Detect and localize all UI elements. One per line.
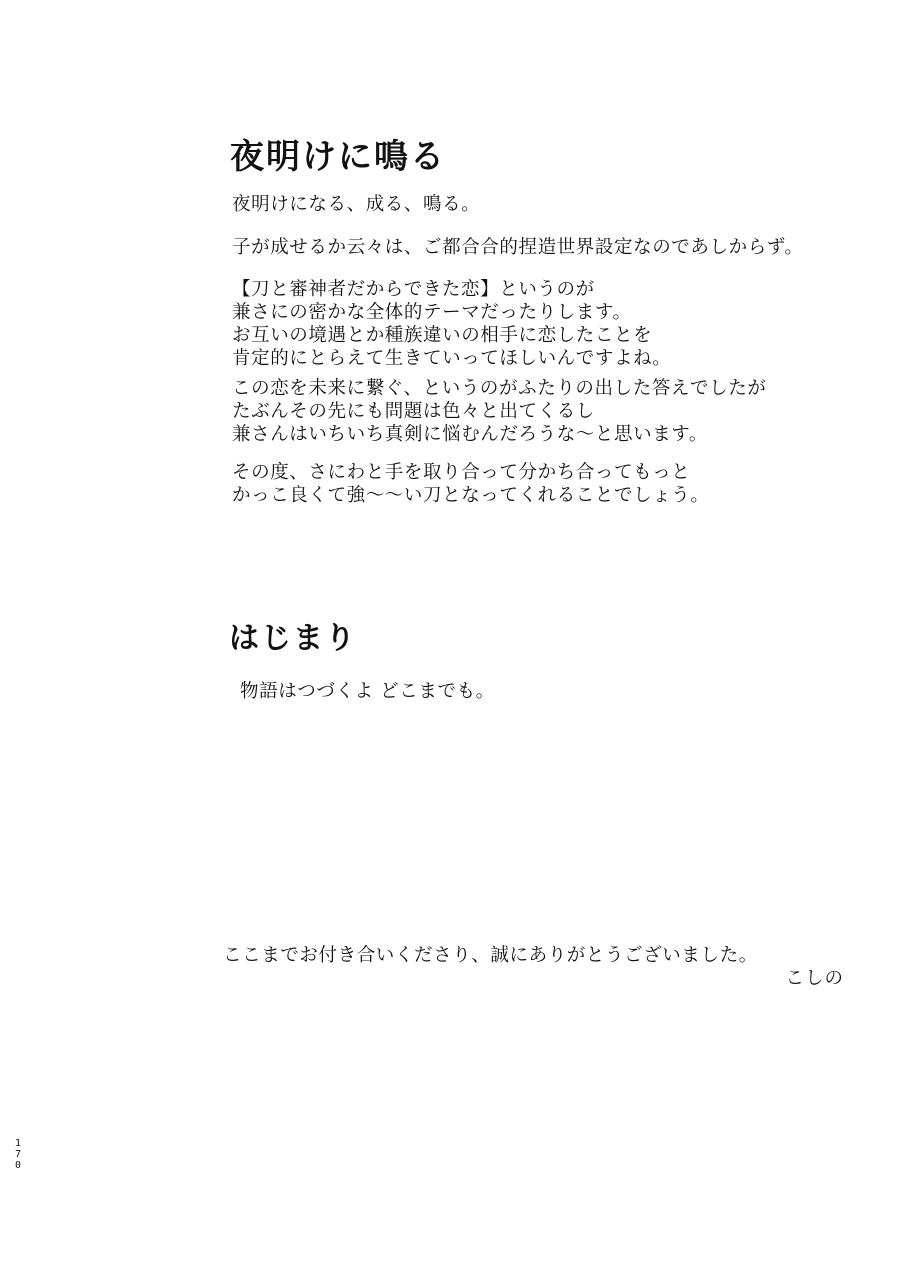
paragraph-line: 兼さにの密かな全体的テーマだったりします。: [232, 302, 632, 323]
paragraph-line: 肯定的にとらえて生きていってほしいんですよね。: [232, 348, 672, 369]
paragraph-line: その度、さにわと手を取り合って分かち合ってもっと: [232, 462, 691, 483]
paragraph-line: たぶんその先にも問題は色々と出てくるし: [232, 401, 595, 422]
paragraph-line: 兼さんはいちいち真剣に悩むんだろうな～と思います。: [232, 424, 709, 445]
paragraph-6: [240, 680, 495, 703]
paragraph-1: [232, 193, 480, 216]
paragraph-2: [232, 236, 804, 259]
paragraph-line: この恋を未来に繋ぐ、というのがふたりの出した答えでしたが: [232, 378, 767, 399]
paragraph-3: [232, 278, 671, 370]
paragraph-line: 【刀と審神者だからできた恋】というのが: [232, 279, 595, 300]
section-title-hajimari: はじまり: [229, 621, 357, 656]
paragraph-line: お互いの境遇とか種族違いの相手に恋したことを: [232, 325, 653, 346]
paragraph-5: [232, 461, 710, 507]
paragraph-line: 夜明けになる、成る、鳴る。: [232, 194, 481, 215]
page-number: 170: [14, 1138, 22, 1171]
paragraph-line: 子が成せるか云々は、ご都合合的捏造世界設定なのであしからず。: [232, 237, 804, 258]
paragraph-line: 物語はつづくよ どこまでも。: [240, 681, 495, 702]
paragraph-4: [232, 377, 766, 446]
paragraph-line: かっこ良くて強～～い刀となってくれることでしょう。: [232, 485, 710, 506]
section-title-yoake: 夜明けに鳴る: [230, 137, 446, 177]
author-signature: こしの: [785, 968, 844, 989]
closing-message: ここまでお付き合いくださり、誠にありがとうございました。: [223, 945, 758, 966]
